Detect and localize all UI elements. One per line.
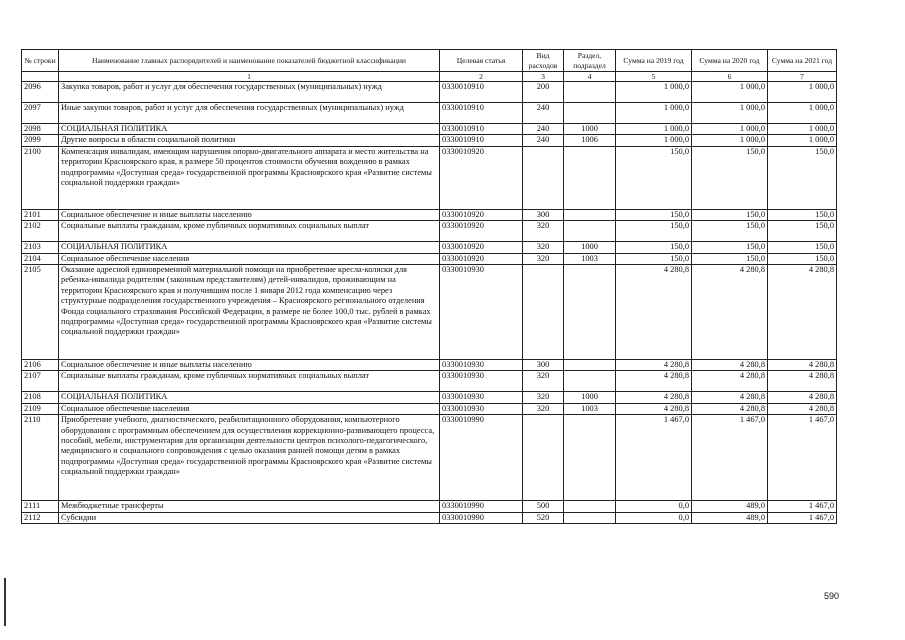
row-section (564, 512, 616, 523)
row-sum-2021: 1 000,0 (768, 135, 837, 146)
row-sum-2019: 1 000,0 (616, 82, 692, 103)
row-sum-2019: 0,0 (616, 501, 692, 512)
row-number: 2103 (22, 242, 59, 253)
row-name: СОЦИАЛЬНАЯ ПОЛИТИКА (59, 124, 440, 135)
column-number-row (22, 72, 837, 82)
row-target-article: 0330010990 (440, 415, 523, 501)
row-sum-2020: 1 000,0 (692, 82, 768, 103)
column-number: 7 (768, 72, 837, 82)
table-row (22, 512, 837, 523)
row-sum-2019: 150,0 (616, 253, 692, 264)
row-number: 2108 (22, 392, 59, 403)
row-name: Оказание адресной единовременной материальной помощи на приобретение кресла-коляски для ребенка-инвалида родителям (законным представителям) детей-инвалидов, проживающим на территории Красноярского края и получившим после 1 января 2012 года компенсацию через структурные подразделения государственного учреждения – Красноярского регионального отделения Фонда социального страхования Российской Федерации, в размере не более 100,0 тыс. рублей в рамках подпрограммы «Доступная среда» государственной программы Красноярского края «Развитие системы социальной поддержки граждан» (59, 265, 440, 360)
row-number: 2098 (22, 124, 59, 135)
row-number: 2112 (22, 512, 59, 523)
column-number: 2 (440, 72, 523, 82)
row-sum-2020: 1 000,0 (692, 103, 768, 124)
row-name: Иные закупки товаров, работ и услуг для обеспечения государственных (муниципальных) нужд (59, 103, 440, 124)
row-name: Социальные выплаты гражданам, кроме публичных нормативных социальных выплат (59, 221, 440, 242)
row-expense-kind: 300 (523, 360, 564, 371)
row-expense-kind (523, 146, 564, 209)
row-sum-2021: 1 467,0 (768, 501, 837, 512)
table-row (22, 146, 837, 209)
header-sum2020: Сумма на 2020 год (692, 50, 768, 72)
row-expense-kind (523, 415, 564, 501)
row-sum-2019: 1 467,0 (616, 415, 692, 501)
row-sum-2019: 4 280,8 (616, 403, 692, 414)
row-target-article: 0330010990 (440, 512, 523, 523)
row-number: 2099 (22, 135, 59, 146)
row-sum-2020: 4 280,8 (692, 265, 768, 360)
row-target-article: 0330010910 (440, 124, 523, 135)
table-row (22, 392, 837, 403)
row-sum-2021: 4 280,8 (768, 371, 837, 392)
column-number: 5 (616, 72, 692, 82)
row-number: 2109 (22, 403, 59, 414)
row-sum-2019: 4 280,8 (616, 392, 692, 403)
column-number-empty (22, 72, 59, 82)
row-sum-2020: 4 280,8 (692, 360, 768, 371)
row-number: 2096 (22, 82, 59, 103)
row-sum-2020: 150,0 (692, 253, 768, 264)
header-name: Наименование главных распорядителей и наименование показателей бюджетной классификации (59, 50, 440, 72)
column-number: 1 (59, 72, 440, 82)
row-sum-2019: 150,0 (616, 242, 692, 253)
row-name: Межбюджетные трансферты (59, 501, 440, 512)
row-sum-2021: 1 000,0 (768, 103, 837, 124)
row-name: Другие вопросы в области социальной политики (59, 135, 440, 146)
table-row (22, 124, 837, 135)
row-section: 1000 (564, 242, 616, 253)
row-sum-2019: 4 280,8 (616, 265, 692, 360)
row-expense-kind: 500 (523, 501, 564, 512)
page-number: 590 (824, 591, 840, 601)
row-sum-2021: 150,0 (768, 146, 837, 209)
header-sum2021: Сумма на 2021 год (768, 50, 837, 72)
row-sum-2019: 150,0 (616, 209, 692, 220)
row-sum-2019: 0,0 (616, 512, 692, 523)
row-expense-kind: 320 (523, 253, 564, 264)
row-sum-2021: 4 280,8 (768, 360, 837, 371)
row-target-article: 0330010930 (440, 265, 523, 360)
row-section (564, 221, 616, 242)
header-row-no: № строки (22, 50, 59, 72)
row-name: Социальное обеспечение населения (59, 253, 440, 264)
row-target-article: 0330010920 (440, 221, 523, 242)
row-sum-2021: 4 280,8 (768, 392, 837, 403)
header-row (22, 50, 837, 72)
row-name: Приобретение учебного, диагностического, реабилитационного оборудования, компьютерного оборудования с программным обеспечением для осуществления коррекционно-развивающего процесса, пособий, мебели, инструментария для организации деятельности центров психолого-педагогического, медицинского и социального сопровождения с целью оказания ранней помощи детям в рамках подпрограммы «Доступная среда» государственной программы Красноярского края «Развитие системы социальной поддержки граждан» (59, 415, 440, 501)
row-sum-2020: 150,0 (692, 146, 768, 209)
row-sum-2019: 1 000,0 (616, 124, 692, 135)
row-number: 2110 (22, 415, 59, 501)
table-row (22, 242, 837, 253)
row-sum-2021: 150,0 (768, 253, 837, 264)
column-number: 4 (564, 72, 616, 82)
table-row (22, 221, 837, 242)
row-sum-2019: 1 000,0 (616, 135, 692, 146)
row-expense-kind: 300 (523, 209, 564, 220)
row-number: 2106 (22, 360, 59, 371)
budget-table (21, 49, 837, 524)
row-sum-2020: 4 280,8 (692, 371, 768, 392)
row-sum-2019: 150,0 (616, 221, 692, 242)
row-number: 2097 (22, 103, 59, 124)
row-sum-2021: 4 280,8 (768, 403, 837, 414)
row-sum-2021: 4 280,8 (768, 265, 837, 360)
row-target-article: 0330010920 (440, 242, 523, 253)
row-expense-kind: 240 (523, 124, 564, 135)
row-sum-2021: 150,0 (768, 209, 837, 220)
row-section (564, 415, 616, 501)
row-name: Компенсация инвалидам, имеющим нарушения опорно-двигательного аппарата и место жительства на территории Красноярского края, в размере 50 процентов стоимости обучения вождению в рамках подпрограммы «Доступная среда» государственной программы Красноярского края «Развитие системы социальной поддержки граждан» (59, 146, 440, 209)
row-target-article: 0330010910 (440, 135, 523, 146)
table-row (22, 415, 837, 501)
row-sum-2019: 4 280,8 (616, 371, 692, 392)
row-section (564, 209, 616, 220)
table-row (22, 403, 837, 414)
row-target-article: 0330010920 (440, 146, 523, 209)
header-section: Раздел, подраздел (564, 50, 616, 72)
row-section: 1006 (564, 135, 616, 146)
row-section (564, 146, 616, 209)
row-number: 2104 (22, 253, 59, 264)
row-number: 2101 (22, 209, 59, 220)
table-row (22, 209, 837, 220)
row-target-article: 0330010920 (440, 209, 523, 220)
row-expense-kind: 320 (523, 221, 564, 242)
row-target-article: 0330010930 (440, 392, 523, 403)
header-sum2019: Сумма на 2019 год (616, 50, 692, 72)
row-expense-kind (523, 265, 564, 360)
row-target-article: 0330010910 (440, 103, 523, 124)
row-expense-kind: 520 (523, 512, 564, 523)
row-number: 2111 (22, 501, 59, 512)
row-expense-kind: 200 (523, 82, 564, 103)
row-section (564, 360, 616, 371)
row-name: Закупка товаров, работ и услуг для обеспечения государственных (муниципальных) нужд (59, 82, 440, 103)
row-target-article: 0330010930 (440, 360, 523, 371)
row-number: 2100 (22, 146, 59, 209)
row-sum-2020: 150,0 (692, 242, 768, 253)
row-sum-2019: 4 280,8 (616, 360, 692, 371)
row-target-article: 0330010920 (440, 253, 523, 264)
row-sum-2020: 4 280,8 (692, 403, 768, 414)
row-section: 1003 (564, 403, 616, 414)
row-section (564, 501, 616, 512)
table-row (22, 360, 837, 371)
row-sum-2021: 150,0 (768, 242, 837, 253)
row-target-article: 0330010910 (440, 82, 523, 103)
row-target-article: 0330010930 (440, 403, 523, 414)
row-section: 1003 (564, 253, 616, 264)
row-name: Социальное обеспечение населения (59, 403, 440, 414)
row-sum-2021: 150,0 (768, 221, 837, 242)
table-row (22, 103, 837, 124)
row-number: 2107 (22, 371, 59, 392)
row-sum-2020: 1 000,0 (692, 124, 768, 135)
row-name: Субсидии (59, 512, 440, 523)
table-row (22, 135, 837, 146)
row-sum-2021: 1 000,0 (768, 124, 837, 135)
row-expense-kind: 320 (523, 371, 564, 392)
row-expense-kind: 320 (523, 242, 564, 253)
column-number: 6 (692, 72, 768, 82)
row-section (564, 103, 616, 124)
row-name: Социальные выплаты гражданам, кроме публичных нормативных социальных выплат (59, 371, 440, 392)
column-number: 3 (523, 72, 564, 82)
row-target-article: 0330010930 (440, 371, 523, 392)
scan-edge-mark (4, 578, 6, 626)
row-section (564, 265, 616, 360)
table-row (22, 82, 837, 103)
row-sum-2020: 1 000,0 (692, 135, 768, 146)
row-sum-2020: 150,0 (692, 221, 768, 242)
row-section (564, 371, 616, 392)
row-number: 2102 (22, 221, 59, 242)
table-row (22, 501, 837, 512)
row-name: СОЦИАЛЬНАЯ ПОЛИТИКА (59, 242, 440, 253)
row-expense-kind: 240 (523, 135, 564, 146)
row-section: 1000 (564, 124, 616, 135)
row-name: Социальное обеспечение и иные выплаты населению (59, 209, 440, 220)
row-number: 2105 (22, 265, 59, 360)
header-target: Целевая статья (440, 50, 523, 72)
row-sum-2021: 1 467,0 (768, 512, 837, 523)
row-sum-2019: 1 000,0 (616, 103, 692, 124)
row-sum-2020: 1 467,0 (692, 415, 768, 501)
row-expense-kind: 320 (523, 403, 564, 414)
row-target-article: 0330010990 (440, 501, 523, 512)
row-sum-2021: 1 467,0 (768, 415, 837, 501)
table-row (22, 371, 837, 392)
row-section (564, 82, 616, 103)
table-row (22, 265, 837, 360)
row-sum-2021: 1 000,0 (768, 82, 837, 103)
table-body (22, 82, 837, 524)
row-sum-2020: 489,0 (692, 501, 768, 512)
row-name: СОЦИАЛЬНАЯ ПОЛИТИКА (59, 392, 440, 403)
row-sum-2020: 4 280,8 (692, 392, 768, 403)
table-row (22, 253, 837, 264)
row-expense-kind: 320 (523, 392, 564, 403)
row-sum-2019: 150,0 (616, 146, 692, 209)
header-kind: Вид расходов (523, 50, 564, 72)
row-sum-2020: 489,0 (692, 512, 768, 523)
row-name: Социальное обеспечение и иные выплаты населению (59, 360, 440, 371)
row-section: 1000 (564, 392, 616, 403)
row-expense-kind: 240 (523, 103, 564, 124)
row-sum-2020: 150,0 (692, 209, 768, 220)
